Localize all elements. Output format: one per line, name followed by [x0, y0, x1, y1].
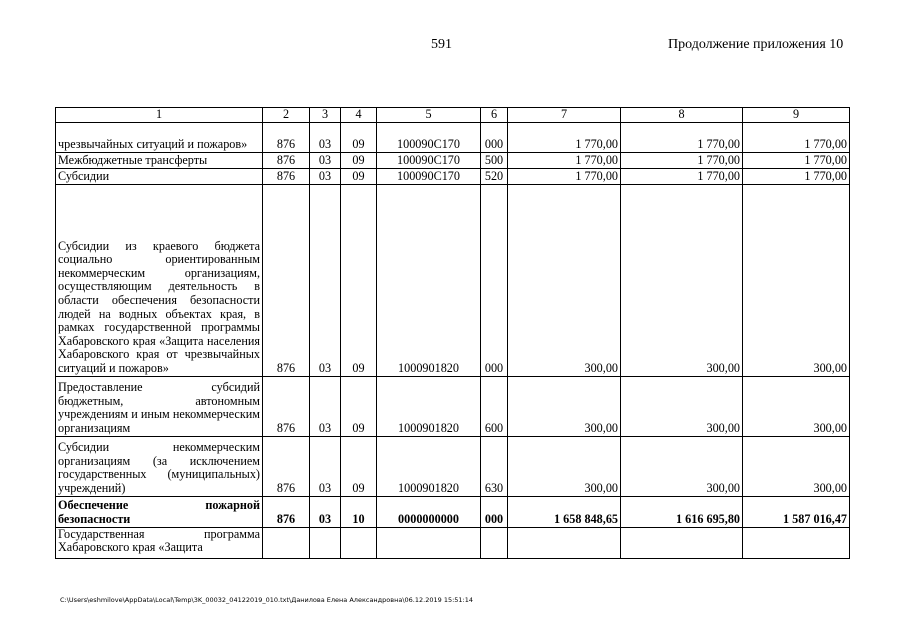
- column-number-row: [56, 108, 850, 123]
- cell-c5: 1000901820: [377, 184, 481, 376]
- cell-c8: 300,00: [621, 436, 743, 496]
- cell-c3: 03: [310, 152, 341, 168]
- cell-c6: 000: [481, 122, 508, 152]
- page-caption: Продолжение приложения 10: [668, 37, 844, 52]
- column-number: 5: [377, 108, 481, 123]
- cell-c3: 03: [310, 376, 341, 436]
- table-row: [56, 168, 850, 184]
- cell-c7: 300,00: [508, 184, 621, 376]
- row-name: чрезвычайных ситуаций и пожаров»: [56, 122, 263, 152]
- cell-c6: 000: [481, 496, 508, 527]
- column-number: 8: [621, 108, 743, 123]
- cell-c9: 1 770,00: [743, 168, 850, 184]
- cell-c9: [743, 527, 850, 558]
- cell-c4: 09: [341, 184, 377, 376]
- cell-c8: 1 616 695,80: [621, 496, 743, 527]
- cell-c2: 876: [263, 436, 310, 496]
- cell-c3: 03: [310, 168, 341, 184]
- cell-c6: 600: [481, 376, 508, 436]
- cell-c2: 876: [263, 376, 310, 436]
- cell-c6: 520: [481, 168, 508, 184]
- table-row: [56, 436, 850, 496]
- table-row: [56, 184, 850, 376]
- cell-c4: 09: [341, 168, 377, 184]
- cell-c7: 1 770,00: [508, 152, 621, 168]
- footer-file-path: C:\Users\eshmilove\AppData\Local\Temp\3K_00032_04122019_010.txt\Данилова Елена Александровна\06.12.2019 15:51:14: [60, 596, 474, 604]
- cell-c3: [310, 527, 341, 558]
- cell-c4: 09: [341, 376, 377, 436]
- cell-c8: 300,00: [621, 184, 743, 376]
- cell-c5: 100090С170: [377, 168, 481, 184]
- cell-c8: 1 770,00: [621, 168, 743, 184]
- page-number: 591: [431, 37, 452, 52]
- cell-c9: 300,00: [743, 184, 850, 376]
- cell-c9: 300,00: [743, 436, 850, 496]
- row-name: Государственная программа Хабаровского края «Защита: [56, 527, 263, 558]
- cell-c3: 03: [310, 436, 341, 496]
- cell-c5: 1000901820: [377, 436, 481, 496]
- row-name: Субсидии некоммерческим организациям (за исключением государственных (муниципальных) учреждений): [56, 436, 263, 496]
- cell-c8: 300,00: [621, 376, 743, 436]
- cell-c7: [508, 527, 621, 558]
- cell-c5: [377, 527, 481, 558]
- cell-c2: 876: [263, 184, 310, 376]
- cell-c3: 03: [310, 184, 341, 376]
- row-name: Субсидии из краевого бюджета социально ориентированным некоммерческим организациям, осуществляющим деятельность в области обеспечения безопасности людей на водных объектах края, в рамках государственной программы Хабаровского края «Защита населения Хабаровского края от чрезвычайных ситуаций и пожаров»: [56, 184, 263, 376]
- cell-c7: 1 658 848,65: [508, 496, 621, 527]
- cell-c2: 876: [263, 152, 310, 168]
- cell-c6: 500: [481, 152, 508, 168]
- cell-c8: 1 770,00: [621, 122, 743, 152]
- table-row: [56, 122, 850, 152]
- cell-c4: 09: [341, 152, 377, 168]
- cell-c9: 300,00: [743, 376, 850, 436]
- cell-c7: 300,00: [508, 376, 621, 436]
- cell-c9: 1 587 016,47: [743, 496, 850, 527]
- table-row: [56, 152, 850, 168]
- cell-c2: 876: [263, 122, 310, 152]
- cell-c8: 1 770,00: [621, 152, 743, 168]
- table-row: [56, 527, 850, 558]
- cell-c3: 03: [310, 496, 341, 527]
- row-name: Обеспечение пожарной безопасности: [56, 496, 263, 527]
- cell-c6: 000: [481, 184, 508, 376]
- cell-c2: 876: [263, 496, 310, 527]
- cell-c7: 300,00: [508, 436, 621, 496]
- row-name: Предоставление субсидий бюджетным, автономным учреждениям и иным некоммерческим организациям: [56, 376, 263, 436]
- cell-c4: 09: [341, 122, 377, 152]
- column-number: 4: [341, 108, 377, 123]
- cell-c5: 100090С170: [377, 152, 481, 168]
- cell-c7: 1 770,00: [508, 122, 621, 152]
- cell-c5: 0000000000: [377, 496, 481, 527]
- table-row: [56, 376, 850, 436]
- cell-c5: 100090С170: [377, 122, 481, 152]
- column-number: 1: [56, 108, 263, 123]
- cell-c9: 1 770,00: [743, 122, 850, 152]
- cell-c2: 876: [263, 168, 310, 184]
- cell-c5: 1000901820: [377, 376, 481, 436]
- cell-c9: 1 770,00: [743, 152, 850, 168]
- cell-c4: 10: [341, 496, 377, 527]
- cell-c2: [263, 527, 310, 558]
- column-number: 9: [743, 108, 850, 123]
- column-number: 3: [310, 108, 341, 123]
- row-name: Межбюджетные трансферты: [56, 152, 263, 168]
- cell-c4: [341, 527, 377, 558]
- cell-c6: [481, 527, 508, 558]
- cell-c6: 630: [481, 436, 508, 496]
- cell-c7: 1 770,00: [508, 168, 621, 184]
- budget-table: [55, 107, 850, 559]
- column-number: 2: [263, 108, 310, 123]
- row-name: Субсидии: [56, 168, 263, 184]
- column-number: 7: [508, 108, 621, 123]
- cell-c8: [621, 527, 743, 558]
- cell-c3: 03: [310, 122, 341, 152]
- table-row-bold: [56, 496, 850, 527]
- column-number: 6: [481, 108, 508, 123]
- cell-c4: 09: [341, 436, 377, 496]
